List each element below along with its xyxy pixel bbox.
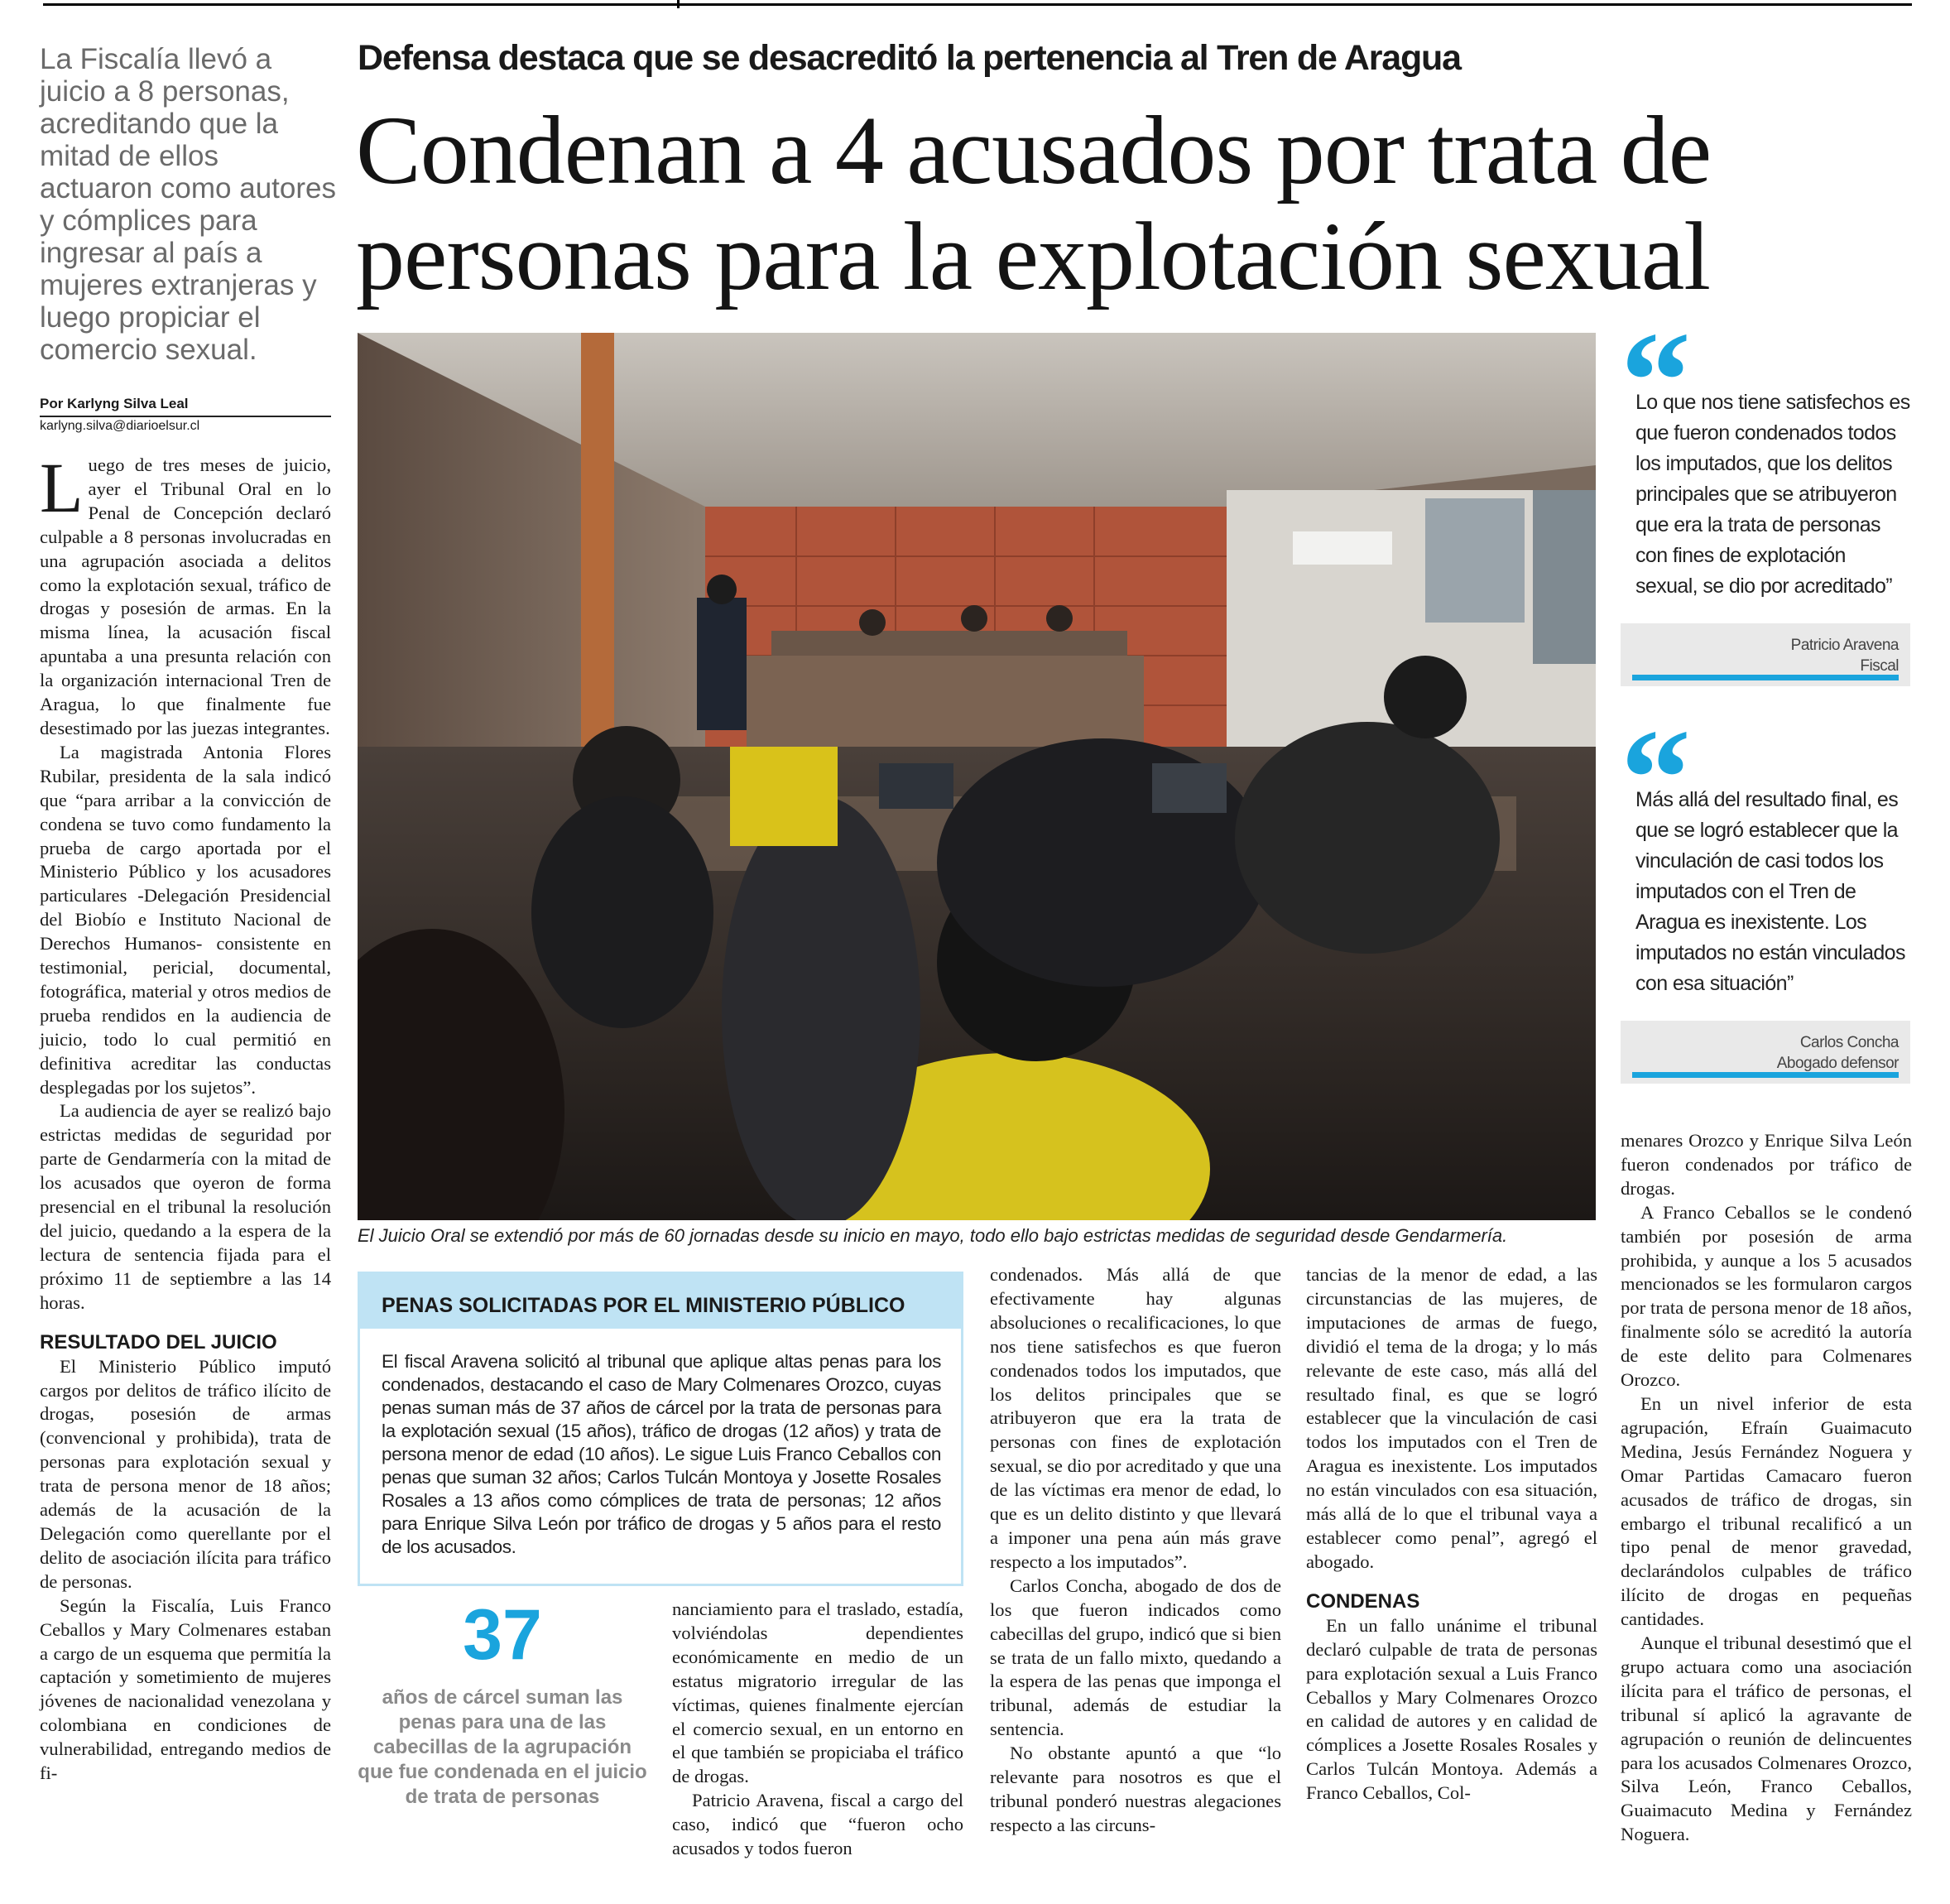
quote-source-role: Fiscal [1860, 657, 1899, 675]
body-column-3 [990, 1263, 1281, 1838]
paragraph: No obstante apuntó a que “lo relevante para nosotros es que el tribunal ponderó nuestras alegaciones respecto a las circuns- [990, 1743, 1281, 1835]
pull-quote-2 [1621, 700, 1910, 1089]
paragraph: El Ministerio Público imputó cargos por delitos de tráfico ilícito de drogas, posesión de armas (convencional y prohibida), trata de personas para explotación sexual y trata de persona menor de 18 años; además de la acusación de la Delegación como querellante por el delito de asociación ilícita para tráfico de personas. [40, 1355, 331, 1592]
courtroom-photo-illustration [358, 333, 1596, 1220]
quote-accent-bar [1632, 1072, 1899, 1078]
paragraph: A Franco Ceballos se le condenó también por posesión de arma prohibida, y aunque a los 5 acusados mencionados se les formularon cargos por trata de persona menor de 18 años, finalmente sólo se acreditó la autoría de este delito para Colmenares Orozco. [1621, 1201, 1912, 1391]
paragraph: menares Orozco y Enrique Silva León fueron condenados por tráfico de drogas. [1621, 1130, 1912, 1199]
subhead-resultado: RESULTADO DEL JUICIO [40, 1330, 277, 1353]
paragraph: tancias de la menor de edad, a las circunstancias de las mujeres, de imputaciones de armas de fuego, dividió el tema de la droga; y lo más relevante de este caso, más allá del resultado final, es que se logró establecer que la vinculación de casi todos los imputados con el Tren de Aragua es inexistente. Los imputados no están vinculados con esa situación, más allá de lo que el tribunal vaya a establecer como penal”, agregó el abogado. [1306, 1264, 1597, 1572]
paragraph: En un nivel inferior de esta agrupación, Efraín Guaimacuto Medina, Jesús Fernández Noguera y Omar Partidas Camacaro fueron acusados de tráfico de drogas, sin embargo el tribunal recalificó a un tipo penal de menor gravedad, declarándolos culpables de tráfico ilícito de drogas en pequeñas cantidades. [1621, 1392, 1912, 1630]
paragraph: La audiencia de ayer se realizó bajo estrictas medidas de seguridad por parte de Gendarmería con la mitad de los acusados que oyeron de forma presencial en el tribunal la resolución del juicio, quedando a la espera de la lectura de sentencia fijada para el próximo 11 de septiembre a las 14 horas. [40, 1100, 331, 1313]
pull-quote-1 [1621, 303, 1910, 692]
penalties-box-title: PENAS SOLICITADAS POR EL MINISTERIO PÚBLICO [360, 1274, 961, 1329]
quote-source-name: Carlos Concha [1799, 1034, 1899, 1051]
paragraph-text: uego de tres meses de juicio, ayer el Tribunal Oral en lo Penal de Concepción declaró culpable a 8 personas involucradas en una agrupación asociada a delitos como la explotación sexual, tráfico de drogas y posesión de armas. En la misma línea, la acusación fiscal apuntaba a una presunta relación con la organización internacional Tren de Aragua, lo que finalmente fue desestimado por las juezas integrantes. [40, 454, 331, 738]
courtroom-photo [358, 333, 1596, 1220]
body-column-2 [672, 1598, 963, 1861]
quote-text: Lo que nos tiene satisfechos es que fueron condenados todos los imputados, que los delitos principales que se atribuyeron que era la trata de personas con fines de explotación sexual, se dio por acreditado” [1635, 391, 1910, 598]
top-tick [677, 0, 680, 8]
quote-mark-icon: “ [1621, 303, 1691, 459]
stat-number: 37 [463, 1595, 542, 1675]
paragraph: Aunque el tribunal desestimó que el grupo actuara como una asociación ilícita para el tráfico de personas, el tribunal sí aplicó la agravante de agrupación o reunión de delincuentes para los acusados Colmenares Orozco, Silva León, Franco Ceballos, Guaimacuto Medina y Fernández Noguera. [1621, 1632, 1912, 1845]
lead-summary: La Fiscalía llevó a juicio a 8 personas, acreditando que la mitad de ellos actuaron como autores y cómplices para ingresar al país a mujeres extranjeras y luego propiciar el comercio sexual. [40, 43, 336, 366]
paragraph: La magistrada Antonia Flores Rubilar, presidenta de la sala indicó que “para arribar a la convicción de condena se tuvo como fundamento la prueba de cargo aportada por el Ministerio Público y los acusadores particulares -Delegación Presidencial del Biobío e Instituto Nacional de Derechos Humanos- consistente en testimonial, pericial, documental, fotográfica, material y otros medios de prueba rendidos en la audiencia de juicio, todo lo cual permitió en definitiva acreditar las conductas desplegadas por los sujetos”. [40, 741, 331, 1098]
penalties-box [358, 1272, 963, 1586]
photo-caption: El Juicio Oral se extendió por más de 60 jornadas desde su inicio en mayo, todo ello bajo estrictas medidas de seguridad desde Gendarmería. [358, 1225, 1508, 1246]
quote-text: Más allá del resultado final, es que se logró establecer que la vinculación de casi todos los imputados con el Tren de Aragua es inexistente. Los imputados no están vinculados con esa situación” [1635, 788, 1905, 995]
stat-text: años de cárcel suman las penas para una de las cabecillas de la agrupación que fue condenada en el juicio de trata de personas [358, 1686, 647, 1808]
paragraph [40, 448, 331, 741]
quote-source-name: Patricio Aravena [1790, 637, 1899, 654]
penalties-box-body: El fiscal Aravena solicitó al tribunal que aplique altas penas para los condenados, destacando el caso de Mary Colmenares Orozco, cuyas penas suman más de 37 años de cárcel por la trata de personas para la explotación sexual (15 años), tráfico de drogas (12 años) y trata de persona menor de edad (10 años). Le sigue Luis Franco Ceballos con penas que suman 32 años; Carlos Tulcán Montoya y Josette Rosales Rosales a 13 años como cómplices de trata de personas; 12 años para Enrique Silva León por tráfico de drogas y 5 años para el resto de los acusados. [382, 1351, 941, 1557]
subhead-condenas: CONDENAS [1306, 1589, 1420, 1613]
paragraph: Carlos Concha, abogado de dos de los que fueron indicados como cabecillas del grupo, indicó que si bien se trata de un fallo mixto, quedando a la espera de las penas que imponga el tribunal, además de estudiar la sentencia. [990, 1575, 1281, 1740]
paragraph: En un fallo unánime el tribunal declaró culpable de trata de personas para explotación sexual a Luis Franco Ceballos y Mary Colmenares Orozco en calidad de autores y en calidad de cómplices a Josette Rosales Rosales y Carlos Tulcán Montoya. Además a Franco Ceballos, Col- [1306, 1614, 1597, 1804]
kicker: Defensa destaca que se desacreditó la pertenencia al Tren de Aragua [358, 38, 1461, 78]
headline: Condenan a 4 acusados por trata de personas para la explotación sexual [356, 96, 1712, 310]
paragraph: Patricio Aravena, fiscal a cargo del caso, indicó que “fueron ocho acusados y todos fueron [672, 1790, 963, 1859]
paragraph: condenados. Más allá de que efectivamente hay algunas absoluciones o recalificaciones, lo que nos tiene satisfechos es que fueron condenados todos los imputados, que los delitos principales que se atribuyeron que era la trata de personas con fines de explotación sexual, se dio por acreditado y que una de las víctimas era menor de edad, lo que es un delito distinto y que llevará a imponer una pena aún más grave respecto a los imputados”. [990, 1264, 1281, 1572]
body-column-5 [1621, 1129, 1912, 1847]
quote-accent-bar [1632, 675, 1899, 680]
byline: Por Karlyng Silva Leal [40, 396, 331, 417]
drop-cap: L [40, 448, 84, 527]
quote-mark-icon: “ [1621, 700, 1691, 856]
paragraph: Según la Fiscalía, Luis Franco Ceballos y Mary Colmenares estaban a cargo de un esquema que permitía la captación y sometimiento de mujeres jóvenes de nacionalidad venezolana y colombiana en condiciones de vulnerabilidad, entregando medios de fi- [40, 1594, 331, 1784]
author-email[interactable]: karlyng.silva@diarioelsur.cl [40, 419, 200, 433]
quote-source-role: Abogado defensor [1776, 1055, 1899, 1072]
top-rule [43, 3, 1912, 6]
body-column-1 [40, 448, 331, 1786]
paragraph: nanciamiento para el traslado, estadía, volviéndolas dependientes económicamente en medio de un estatus migratorio irregular de las víctimas, quienes finalmente ejercían el comercio sexual, en un entorno en el que también se propiciaba el tráfico de drogas. [672, 1599, 963, 1787]
body-column-4 [1306, 1263, 1597, 1805]
